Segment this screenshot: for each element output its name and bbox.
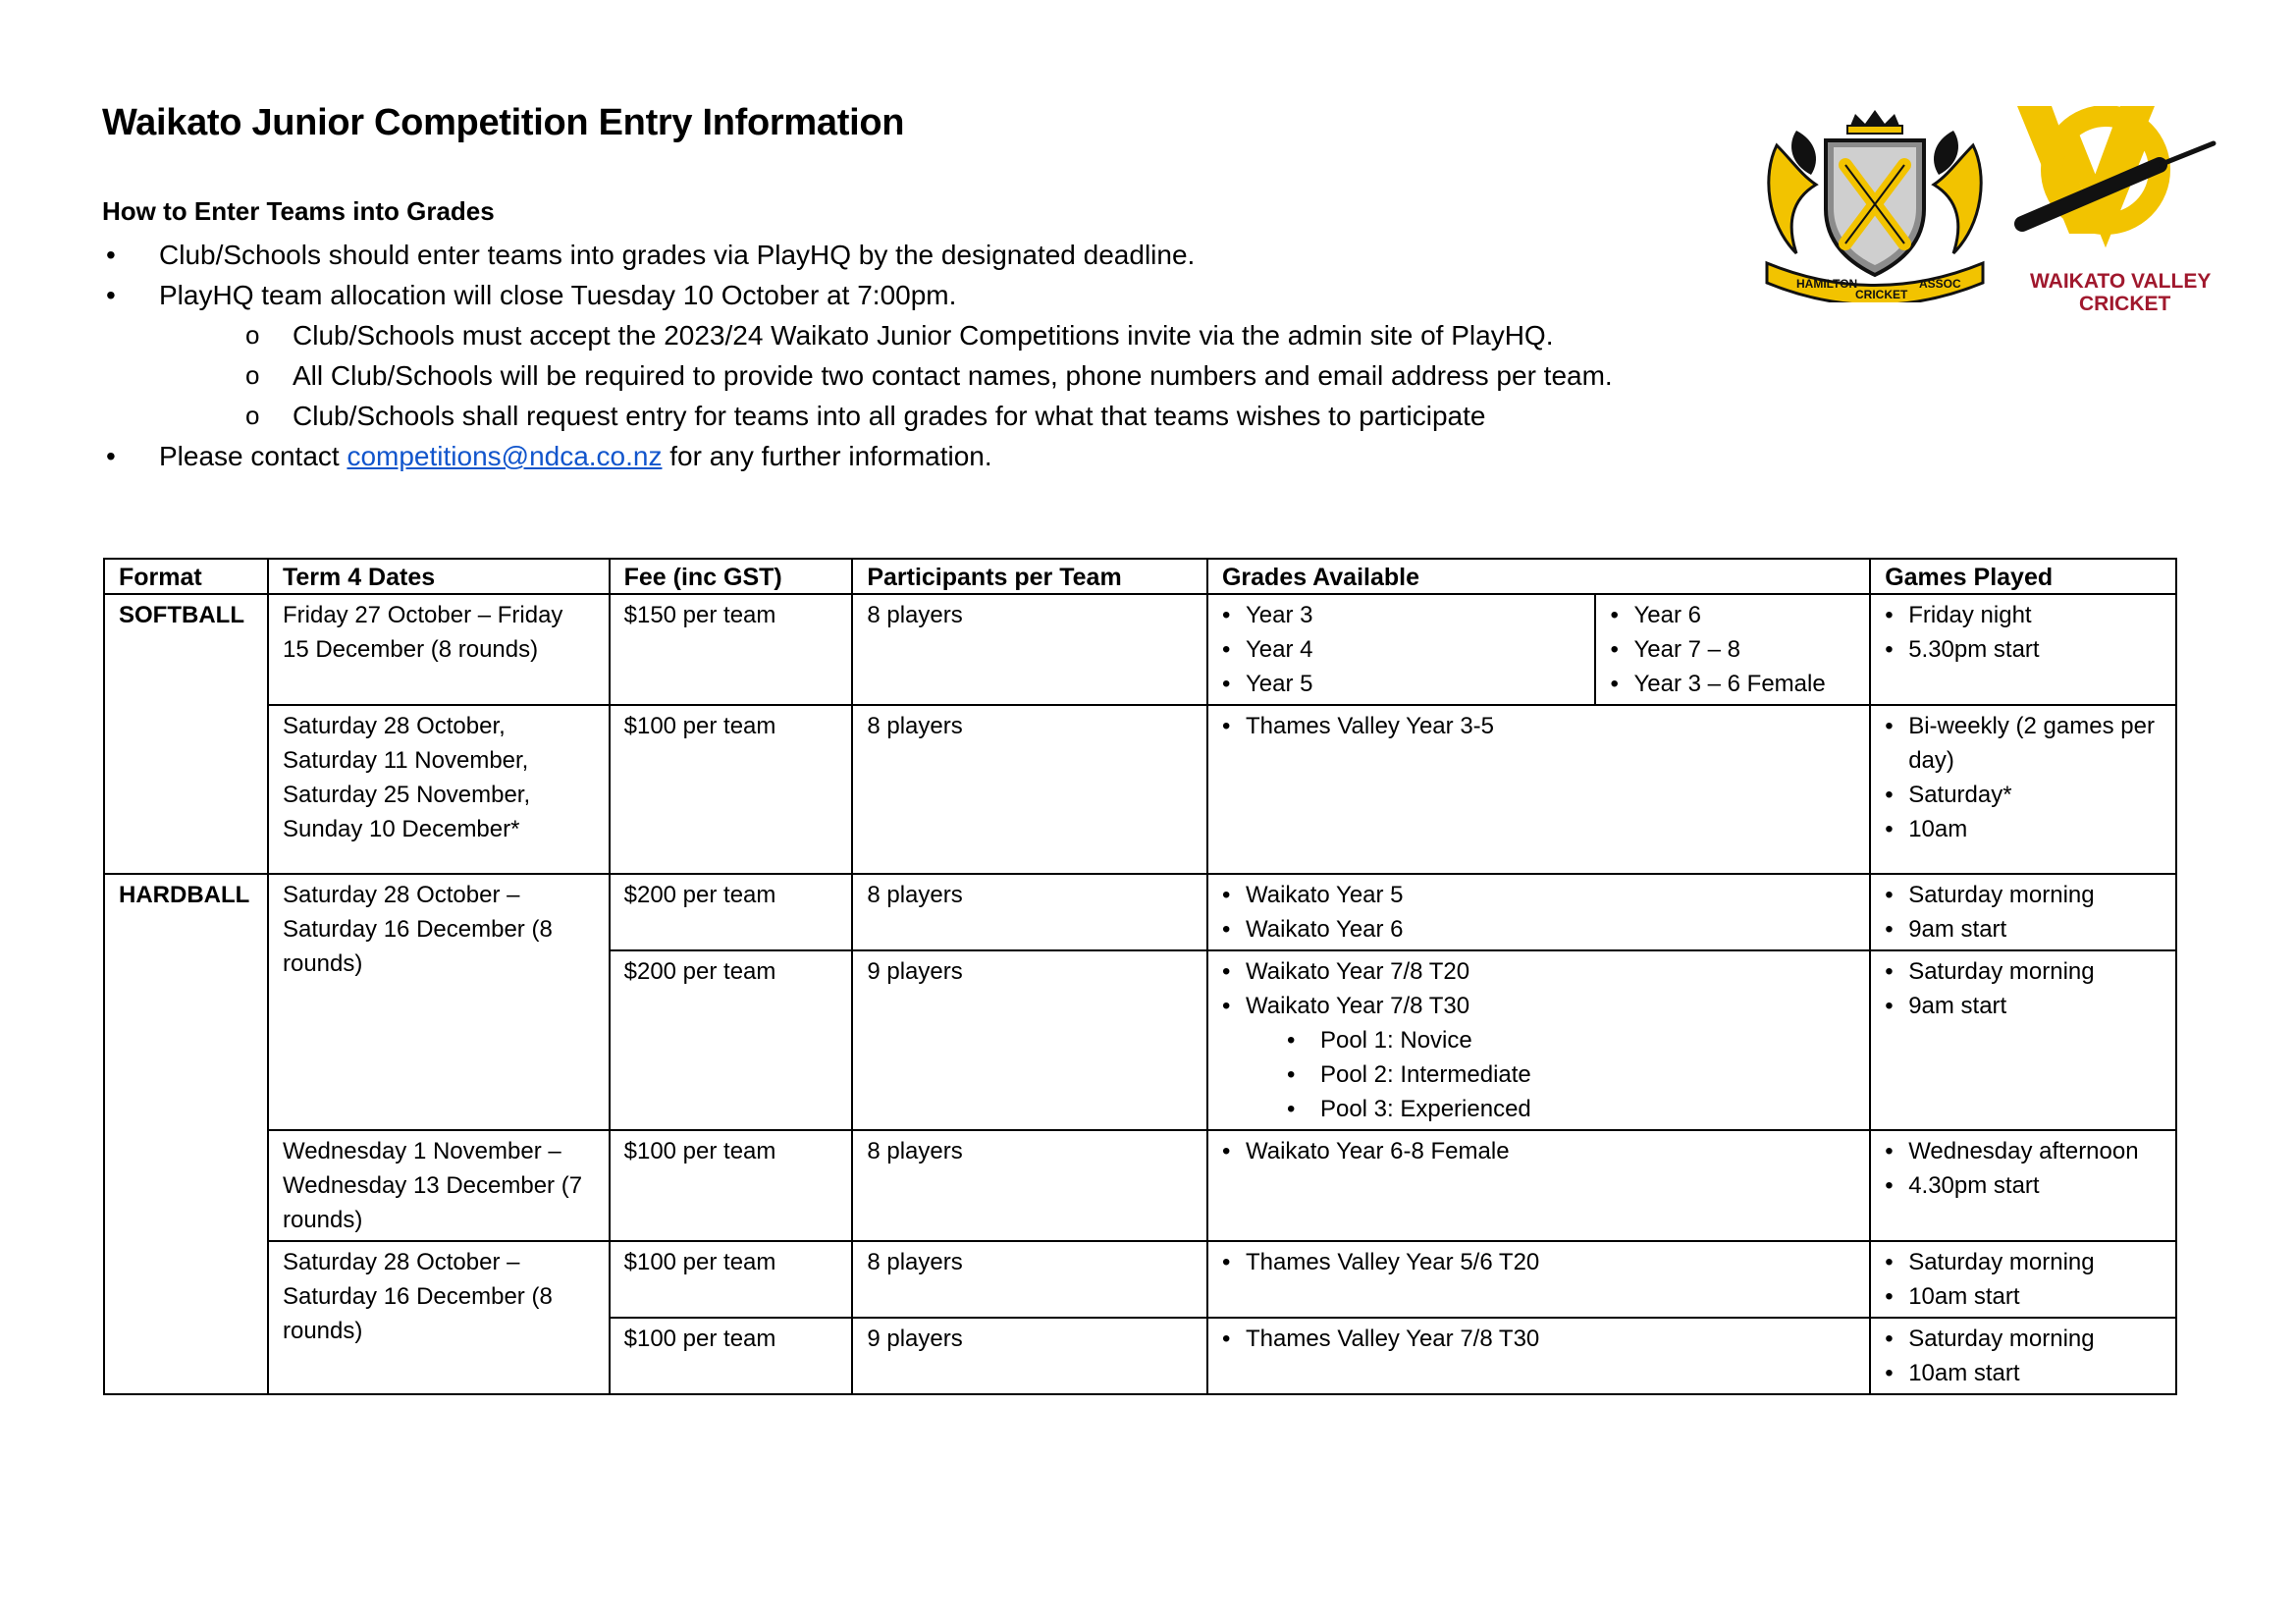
format-cell: HARDBALL (104, 874, 268, 1394)
list-item: • Saturday morning (1885, 1322, 2162, 1356)
instruction-subitem: o Club/Schools must accept the 2023/24 Waikato Junior Competitions invite via the admin site of PlayHQ. (159, 315, 1673, 355)
pool-item: • Pool 3: Experienced (1222, 1092, 1855, 1126)
games-cell (1870, 1318, 2176, 1394)
pool-item: • Pool 2: Intermediate (1222, 1057, 1855, 1092)
fee-cell: $100 per team (610, 705, 853, 874)
fee-cell: $100 per team (610, 1318, 853, 1394)
grades-cell (1207, 1241, 1870, 1318)
entry-instructions (102, 196, 1673, 476)
table-header-row (104, 559, 2176, 594)
fee-cell: $200 per team (610, 950, 853, 1130)
list-item: • Waikato Year 7/8 T20 (1222, 954, 1855, 989)
players-cell: 9 players (852, 1318, 1207, 1394)
list-item: • Year 4 (1222, 632, 1580, 667)
logo-text: WAIKATO VALLEY (2030, 270, 2212, 293)
list-item: • Friday night (1885, 598, 2162, 632)
fee-cell: $200 per team (610, 874, 853, 950)
list-item (1222, 989, 1855, 1126)
games-cell (1870, 950, 2176, 1130)
grades-cell (1207, 950, 1870, 1130)
instruction-list (102, 235, 1673, 476)
players-cell: 8 players (852, 594, 1207, 705)
fee-cell: $100 per team (610, 1241, 853, 1318)
list-item: • Year 5 (1222, 667, 1580, 701)
games-cell (1870, 705, 2176, 874)
instruction-sublist (159, 315, 1673, 436)
list-item-text: Waikato Year 7/8 T30 (1245, 993, 1470, 1019)
pool-list (1222, 1023, 1855, 1126)
pool-item: • Pool 1: Novice (1222, 1023, 1855, 1057)
date-line: Saturday 11 November, (282, 747, 529, 774)
games-cell (1870, 874, 2176, 950)
games-cell (1870, 594, 2176, 705)
grades-cell (1207, 1318, 1870, 1394)
dates-cell: Saturday 28 October – Saturday 16 December (8 rounds) (268, 874, 610, 1130)
header-dates: Term 4 Dates (268, 559, 610, 594)
grades-cell (1207, 1130, 1870, 1241)
date-line: Saturday 25 November, (282, 782, 531, 808)
instruction-subitem: o Club/Schools shall request entry for teams into all grades for what that teams wishes to participate (159, 396, 1673, 436)
list-item: • Year 7 – 8 (1610, 632, 1855, 667)
dates-cell: Friday 27 October – Friday 15 December (8 rounds) (268, 594, 610, 705)
list-item: • Saturday morning (1885, 1245, 2162, 1279)
section-heading: How to Enter Teams into Grades (102, 196, 495, 226)
list-item: • 4.30pm start (1885, 1168, 2162, 1203)
list-item: • 5.30pm start (1885, 632, 2162, 667)
dates-cell (268, 705, 610, 874)
contact-text-suffix: for any further information. (662, 441, 992, 471)
grades-cell (1207, 874, 1870, 950)
list-item: • Thames Valley Year 3-5 (1222, 709, 1855, 743)
date-line: Sunday 10 December* (282, 816, 520, 842)
list-item: • Year 6 (1610, 598, 1855, 632)
list-item: • Bi-weekly (2 games per day) (1885, 709, 2162, 778)
grades-cell (1207, 594, 1595, 705)
table-row (104, 1130, 2176, 1241)
players-cell: 8 players (852, 705, 1207, 874)
players-cell: 8 players (852, 874, 1207, 950)
list-item: • 10am start (1885, 1356, 2162, 1390)
logos (1757, 106, 2238, 322)
grades-table (103, 558, 2177, 1395)
list-item: • 10am start (1885, 1279, 2162, 1314)
instruction-subitem: o All Club/Schools will be required to provide two contact names, phone numbers and email address per team. (159, 355, 1673, 396)
header-grades: Grades Available (1207, 559, 1870, 594)
list-item: • Thames Valley Year 5/6 T20 (1222, 1245, 1855, 1279)
instruction-item (102, 436, 1673, 476)
logo-text: CRICKET (2079, 293, 2171, 315)
list-item: • Saturday morning (1885, 954, 2162, 989)
fee-cell: $150 per team (610, 594, 853, 705)
list-item: • Waikato Year 6 (1222, 912, 1855, 947)
table-row (104, 874, 2176, 950)
grades-cell (1595, 594, 1870, 705)
instruction-text: PlayHQ team allocation will close Tuesday 10 October at 7:00pm. (159, 280, 957, 310)
games-cell (1870, 1130, 2176, 1241)
list-item: • Waikato Year 6-8 Female (1222, 1134, 1855, 1168)
list-item: • 10am (1885, 812, 2162, 846)
header-games: Games Played (1870, 559, 2176, 594)
dates-cell: Wednesday 1 November – Wednesday 13 December (7 rounds) (268, 1130, 610, 1241)
list-item: • 9am start (1885, 912, 2162, 947)
format-cell: SOFTBALL (104, 594, 268, 874)
list-item: • Saturday morning (1885, 878, 2162, 912)
header-format: Format (104, 559, 268, 594)
table-row (104, 705, 2176, 874)
list-item: • Saturday* (1885, 778, 2162, 812)
list-item: • Waikato Year 5 (1222, 878, 1855, 912)
dates-cell: Saturday 28 October – Saturday 16 December (8 rounds) (268, 1241, 610, 1394)
list-item: • 9am start (1885, 989, 2162, 1023)
list-item: • Year 3 – 6 Female (1610, 667, 1855, 701)
instruction-item (102, 275, 1673, 436)
fee-cell: $100 per team (610, 1130, 853, 1241)
instruction-item: • Club/Schools should enter teams into grades via PlayHQ by the designated deadline. (102, 235, 1673, 275)
grades-cell (1207, 705, 1870, 874)
contact-email-link[interactable]: competitions@ndca.co.nz (347, 441, 663, 471)
games-cell (1870, 1241, 2176, 1318)
contact-text-prefix: Please contact (159, 441, 347, 471)
header-participants: Participants per Team (852, 559, 1207, 594)
header-fee: Fee (inc GST) (610, 559, 853, 594)
page-title: Waikato Junior Competition Entry Information (102, 102, 905, 143)
table-row (104, 594, 2176, 705)
list-item: • Wednesday afternoon (1885, 1134, 2162, 1168)
players-cell: 8 players (852, 1130, 1207, 1241)
waikato-valley-cricket-logo (2012, 106, 2238, 322)
logo-text: HAMILTON (1796, 277, 1858, 291)
players-cell: 9 players (852, 950, 1207, 1130)
list-item: • Year 3 (1222, 598, 1580, 632)
players-cell: 8 players (852, 1241, 1207, 1318)
list-item: • Thames Valley Year 7/8 T30 (1222, 1322, 1855, 1356)
logo-text: CRICKET (1855, 288, 1908, 301)
date-line: Saturday 28 October, (282, 713, 506, 739)
table-row (104, 1241, 2176, 1318)
logo-text: ASSOC (1919, 277, 1961, 291)
hamilton-cricket-assoc-logo (1757, 106, 1993, 302)
